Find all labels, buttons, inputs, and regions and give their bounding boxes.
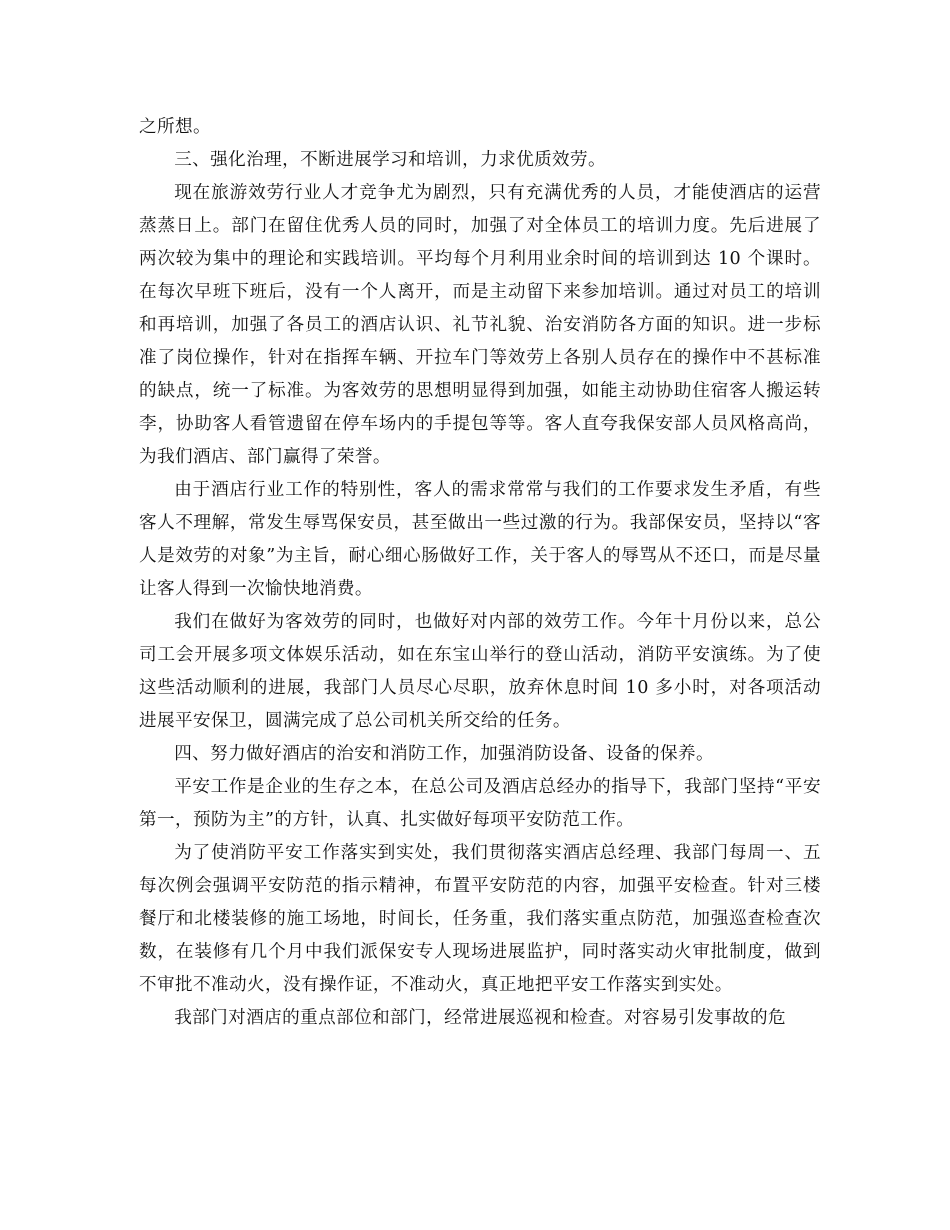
section-heading-3: 三、强化治理，不断进展学习和培训，力求优质效劳。 [174,150,607,170]
paragraph-4: 我们在做好为客效劳的同时，也做好对内部的效劳工作。今年十月份以来，总公司工会开展多项文体娱乐活动，如在东宝山举行的登山活动，消防平安演练。为了使这些活动顺利的进展，我部门人员尽心尽职，放弃休息时间 10 多小时，对各项活动进展平安保卫，圆满完成了总公司机关所交给的任务。 [139,612,821,731]
paragraph-7: 为了使消防平安工作落实到实处，我们贯彻落实酒店总经理、我部门每周一、五每次例会强调平安防范的指示精神，布置平安防范的内容，加强平安检查。针对三楼餐厅和北楼装修的施工场地，时间长，任务重，我们落实重点防范，加强巡查检查次数，在装修有几个月中我们派保安专人现场进展监护，同时落实动火审批制度，做到不审批不准动火，没有操作证，不准动火，真正地把平安工作落实到实处。 [139,843,821,995]
paragraph-2: 现在旅游效劳行业人才竞争尤为剧烈，只有充满优秀的人员，才能使酒店的运营蒸蒸日上。部门在留住优秀人员的同时，加强了对全体员工的培训力度。先后进展了两次较为集中的理论和实践培训。平均每个月利用业余时间的培训到达 10 个课时。在每次早班下班后，没有一个人离开，而是主动留下来参加培训。通过对员工的培训和再培训，加强了各员工的酒店认识、礼节礼貌、治安消防各方面的知识。进一步标准了岗位操作，针对在指挥车辆、开拉车门等效劳上各别人员存在的操作中不甚标准的缺点，统一了标准。为客效劳的思想明显得到加强，如能主动协助住宿客人搬运转李，协助客人看管遗留在停车场内的手提包等等。客人直夸我保安部人员风格高尚，为我们酒店、部门赢得了荣誉。 [139,183,821,467]
paragraph-3: 由于酒店行业工作的特别性，客人的需求常常与我们的工作要求发生矛盾，有些客人不理解，常发生辱骂保安员，甚至做出一些过激的行为。我部保安员，坚持以“客人是效劳的对象”为主旨，耐心细心肠做好工作，关于客人的辱骂从不还口，而是尽量让客人得到一次愉快地消费。 [139,480,821,599]
document-body [139,111,821,1035]
section-heading-4: 四、努力做好酒店的治安和消防工作，加强消防设备、设备的保养。 [174,744,715,764]
paragraph-0: 之所想。 [139,117,211,137]
paragraph-8: 我部门对酒店的重点部位和部门，经常进展巡视和检查。对容易引发事故的危 [174,1008,786,1028]
paragraph-6: 平安工作是企业的生存之本，在总公司及酒店总经办的指导下，我部门坚持“平安第一，预防为主”的方针，认真、扎实做好每项平安防范工作。 [139,777,821,830]
